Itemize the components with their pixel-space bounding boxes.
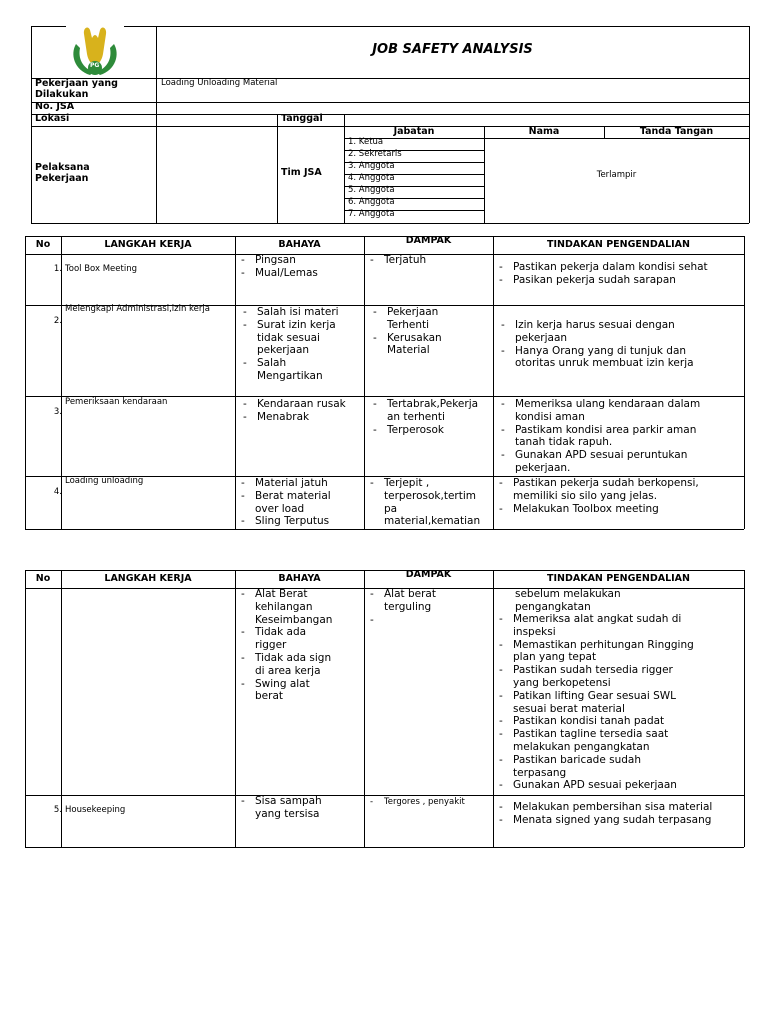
col-tanda-tangan-header: Tanda Tangan: [639, 126, 714, 137]
bahaya-list: [240, 306, 364, 383]
tindakan-item: - Pastikan pekerja dalam kondisi sehat: [496, 261, 720, 274]
tindakan-item: - Pastikan kondisi tanah padat: [496, 715, 736, 728]
tindakan-item: - Izin kerja harus sesuai dengan pekerjaan: [498, 319, 721, 345]
bahaya-item: - Berat material over load: [238, 490, 345, 516]
bahaya-item: - Surat izin kerja tidak sesuai pekerjaan: [240, 319, 347, 357]
tindakan-list: [498, 398, 738, 475]
dampak-item: - Terperosok: [370, 424, 492, 437]
tim-jsa-label: Tim JSA: [281, 167, 322, 178]
dampak-list: [370, 398, 492, 436]
bahaya-list: [238, 477, 362, 528]
tindakan-item: - Melakukan Toolbox meeting: [496, 503, 736, 516]
row-no: 3.: [53, 407, 62, 417]
bahaya-item: - Tidak ada sign di area kerja: [238, 652, 341, 678]
dampak-list: [367, 796, 491, 808]
th-langkah-kerja: LANGKAH KERJA: [104, 573, 192, 584]
tanggal-label: Tanggal: [281, 113, 323, 124]
th-tindakan: TINDAKAN PENGENDALIAN: [547, 239, 690, 250]
tim-member: 1. Ketua: [348, 137, 384, 147]
tim-member: 6. Anggota: [348, 197, 395, 207]
tindakan-list: [496, 477, 736, 515]
row-no: 4.: [53, 487, 62, 497]
tindakan-item: - Pastikan tagline tersedia saat melakukan pengangkatan: [496, 728, 713, 754]
bahaya-item: - Salah Mengartikan: [240, 357, 337, 383]
bahaya-item: - Mual/Lemas: [238, 267, 362, 280]
bahaya-list: [238, 795, 362, 821]
tindakan-item: - Pastikan pekerja sudah berkopensi, memiliki sio silo yang jelas.: [496, 477, 709, 503]
bahaya-item: - Tidak ada rigger: [238, 626, 325, 652]
dampak-item: - Terjatuh: [367, 254, 491, 267]
tindakan-item: - Memeriksa alat angkat sudah di inspeksi: [496, 613, 713, 639]
dampak-item: - Tergores , penyakit: [367, 796, 491, 808]
tindakan-list: [498, 319, 728, 370]
bahaya-item: - Pingsan: [238, 254, 362, 267]
th-bahaya: BAHAYA: [278, 573, 321, 584]
th-no: No: [35, 573, 51, 584]
tim-member: 5. Anggota: [348, 185, 395, 195]
row-langkah: Pemeriksaan kendaraan: [65, 397, 168, 407]
dampak-item: - Pekerjaan Terhenti: [370, 306, 457, 332]
tim-member: 4. Anggota: [348, 173, 395, 183]
dampak-item: - Alat berat terguling: [367, 588, 454, 614]
dampak-item: - Tertabrak,Pekerja an terhenti: [370, 398, 491, 424]
tindakan-item: - Pastikan baricade sudah terpasang: [496, 754, 663, 780]
bahaya-item: - Salah isi materi: [240, 306, 364, 319]
dampak-list: [367, 588, 491, 614]
col-nama-header: Nama: [528, 126, 560, 137]
bahaya-item: - Sling Terputus: [238, 515, 362, 528]
bahaya-item: - Sisa sampah yang tersisa: [238, 795, 335, 821]
bahaya-item: - Kendaraan rusak: [240, 398, 364, 411]
tindakan-item: - Pasikan pekerja sudah sarapan: [496, 274, 720, 287]
tindakan-list: [496, 801, 741, 827]
th-tindakan: TINDAKAN PENGENDALIAN: [547, 573, 690, 584]
tindakan-item: - Pastikan sudah tersedia rigger yang berkopetensi: [496, 664, 698, 690]
th-bahaya: BAHAYA: [278, 239, 321, 250]
dampak-list: [370, 306, 490, 357]
tindakan-list: [496, 261, 720, 287]
col-jabatan-header: Jabatan: [393, 126, 435, 137]
row-no: 5.: [53, 805, 62, 815]
row-langkah: Tool Box Meeting: [65, 264, 137, 274]
tindakan-list: [496, 613, 736, 792]
dampak-item: - Kerusakan Material: [370, 332, 457, 358]
th-dampak: DAMPAK: [405, 569, 452, 580]
pelaksana-label: Pelaksana Pekerjaan: [35, 162, 90, 184]
tim-member: 2. Sekretaris: [348, 149, 402, 159]
bahaya-item: - Alat Berat kehilangan Keseimbangan: [238, 588, 341, 626]
th-langkah-kerja: LANGKAH KERJA: [104, 239, 192, 250]
row-langkah: Housekeeping: [65, 805, 126, 815]
row-no: 1.: [53, 264, 62, 274]
lokasi-label: Lokasi: [35, 113, 70, 124]
tindakan-item: - Patikan lifting Gear sesuai SWL sesuai berat material: [496, 690, 693, 716]
tindakan-lead-text: sebelum melakukan pengangkatan: [515, 588, 621, 613]
nojsa-label: No. JSA: [35, 101, 75, 112]
tindakan-item: - Gunakan APD sesuai pekerjaan: [496, 779, 736, 792]
row-langkah: Melengkapi Administrasi,izin kerja: [65, 304, 210, 314]
terlampir-text: Terlampir: [596, 170, 637, 180]
bahaya-item: - Material jatuh: [238, 477, 362, 490]
logo-text: PG: [90, 62, 100, 69]
bahaya-item: - Swing alat berat: [238, 678, 325, 704]
bahaya-list: [240, 398, 364, 424]
tindakan-item: - Pastikam kondisi area parkir aman tanah tidak rapuh.: [498, 424, 725, 450]
th-dampak: DAMPAK: [405, 235, 452, 246]
tindakan-item: - Hanya Orang yang di tunjuk dan otoritas unruk membuat izin kerja: [498, 345, 721, 371]
tim-member: 7. Anggota: [348, 209, 395, 219]
dampak-list: [367, 477, 491, 528]
bahaya-list: [238, 588, 362, 703]
tindakan-item: - Memeriksa ulang kendaraan dalam kondisi aman: [498, 398, 705, 424]
dampak-item: - Terjepit , terperosok,tertim pa material,kematian: [367, 477, 488, 528]
bahaya-item: - Menabrak: [240, 411, 364, 424]
dampak-list: [367, 254, 491, 267]
bahaya-list: [238, 254, 362, 280]
page-title: JOB SAFETY ANALYSIS: [372, 42, 533, 57]
pekerjaan-label: Pekerjaan yang Dilakukan: [35, 78, 118, 100]
tim-member: 3. Anggota: [348, 161, 395, 171]
tindakan-item: - Memastikan perhitungan Ringging plan yang tepat: [496, 639, 718, 665]
row-no: 2.: [53, 316, 62, 326]
tindakan-item: - Menata signed yang sudah terpasang: [496, 814, 741, 827]
company-logo: [66, 20, 124, 78]
pekerjaan-value: Loading Unloading Material: [161, 78, 278, 88]
th-no: No: [35, 239, 51, 250]
tindakan-item: - Melakukan pembersihan sisa material: [496, 801, 741, 814]
tindakan-item: - Gunakan APD sesuai peruntukan pekerjaan.: [498, 449, 725, 475]
row-langkah: Loading unloading: [65, 476, 144, 486]
